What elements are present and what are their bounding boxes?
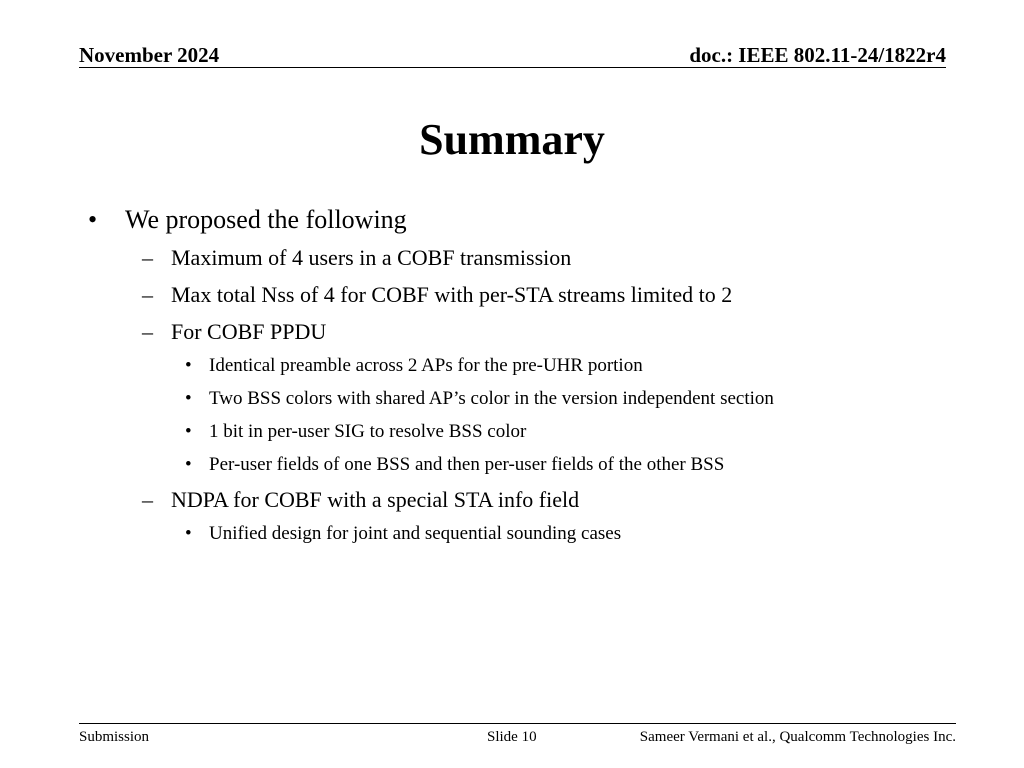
- footer-slide-number: Slide 10: [487, 729, 537, 745]
- bullet-marker: •: [185, 523, 192, 544]
- bullet-marker: •: [88, 205, 98, 234]
- bullet-marker: •: [185, 355, 192, 376]
- slide-title: Summary: [419, 115, 605, 164]
- header-date: November 2024: [79, 43, 220, 67]
- footer-rule: [79, 723, 956, 724]
- bullet-marker: •: [185, 388, 192, 409]
- footer-submission: Submission: [79, 729, 150, 745]
- bullet-text: We proposed the following: [125, 205, 407, 234]
- header-doc-id: doc.: IEEE 802.11-24/1822r4: [689, 43, 946, 67]
- dash-marker: –: [142, 245, 153, 270]
- footer-authors: Sameer Vermani et al., Qualcomm Technologies Inc.: [639, 729, 956, 745]
- dash-marker: –: [142, 487, 153, 512]
- bullet-marker: •: [185, 421, 192, 442]
- sub-bullet-text: Maximum of 4 users in a COBF transmission: [171, 245, 572, 270]
- sub-sub-bullet-text: Per-user fields of one BSS and then per-user fields of the other BSS: [209, 454, 725, 475]
- sub-bullet-text: For COBF PPDU: [171, 319, 327, 344]
- sub-sub-bullet-text: Unified design for joint and sequential sounding cases: [209, 523, 622, 544]
- sub-sub-bullet-text: Two BSS colors with shared AP’s color in the version independent section: [209, 388, 774, 409]
- sub-sub-bullet-text: Identical preamble across 2 APs for the pre-UHR portion: [209, 355, 643, 376]
- dash-marker: –: [142, 282, 153, 307]
- dash-marker: –: [142, 319, 153, 344]
- bullet-marker: •: [185, 454, 192, 475]
- sub-sub-bullet-text: 1 bit in per-user SIG to resolve BSS color: [209, 421, 527, 442]
- sub-bullet-text: NDPA for COBF with a special STA info field: [171, 487, 580, 512]
- sub-bullet-text: Max total Nss of 4 for COBF with per-STA streams limited to 2: [171, 282, 733, 307]
